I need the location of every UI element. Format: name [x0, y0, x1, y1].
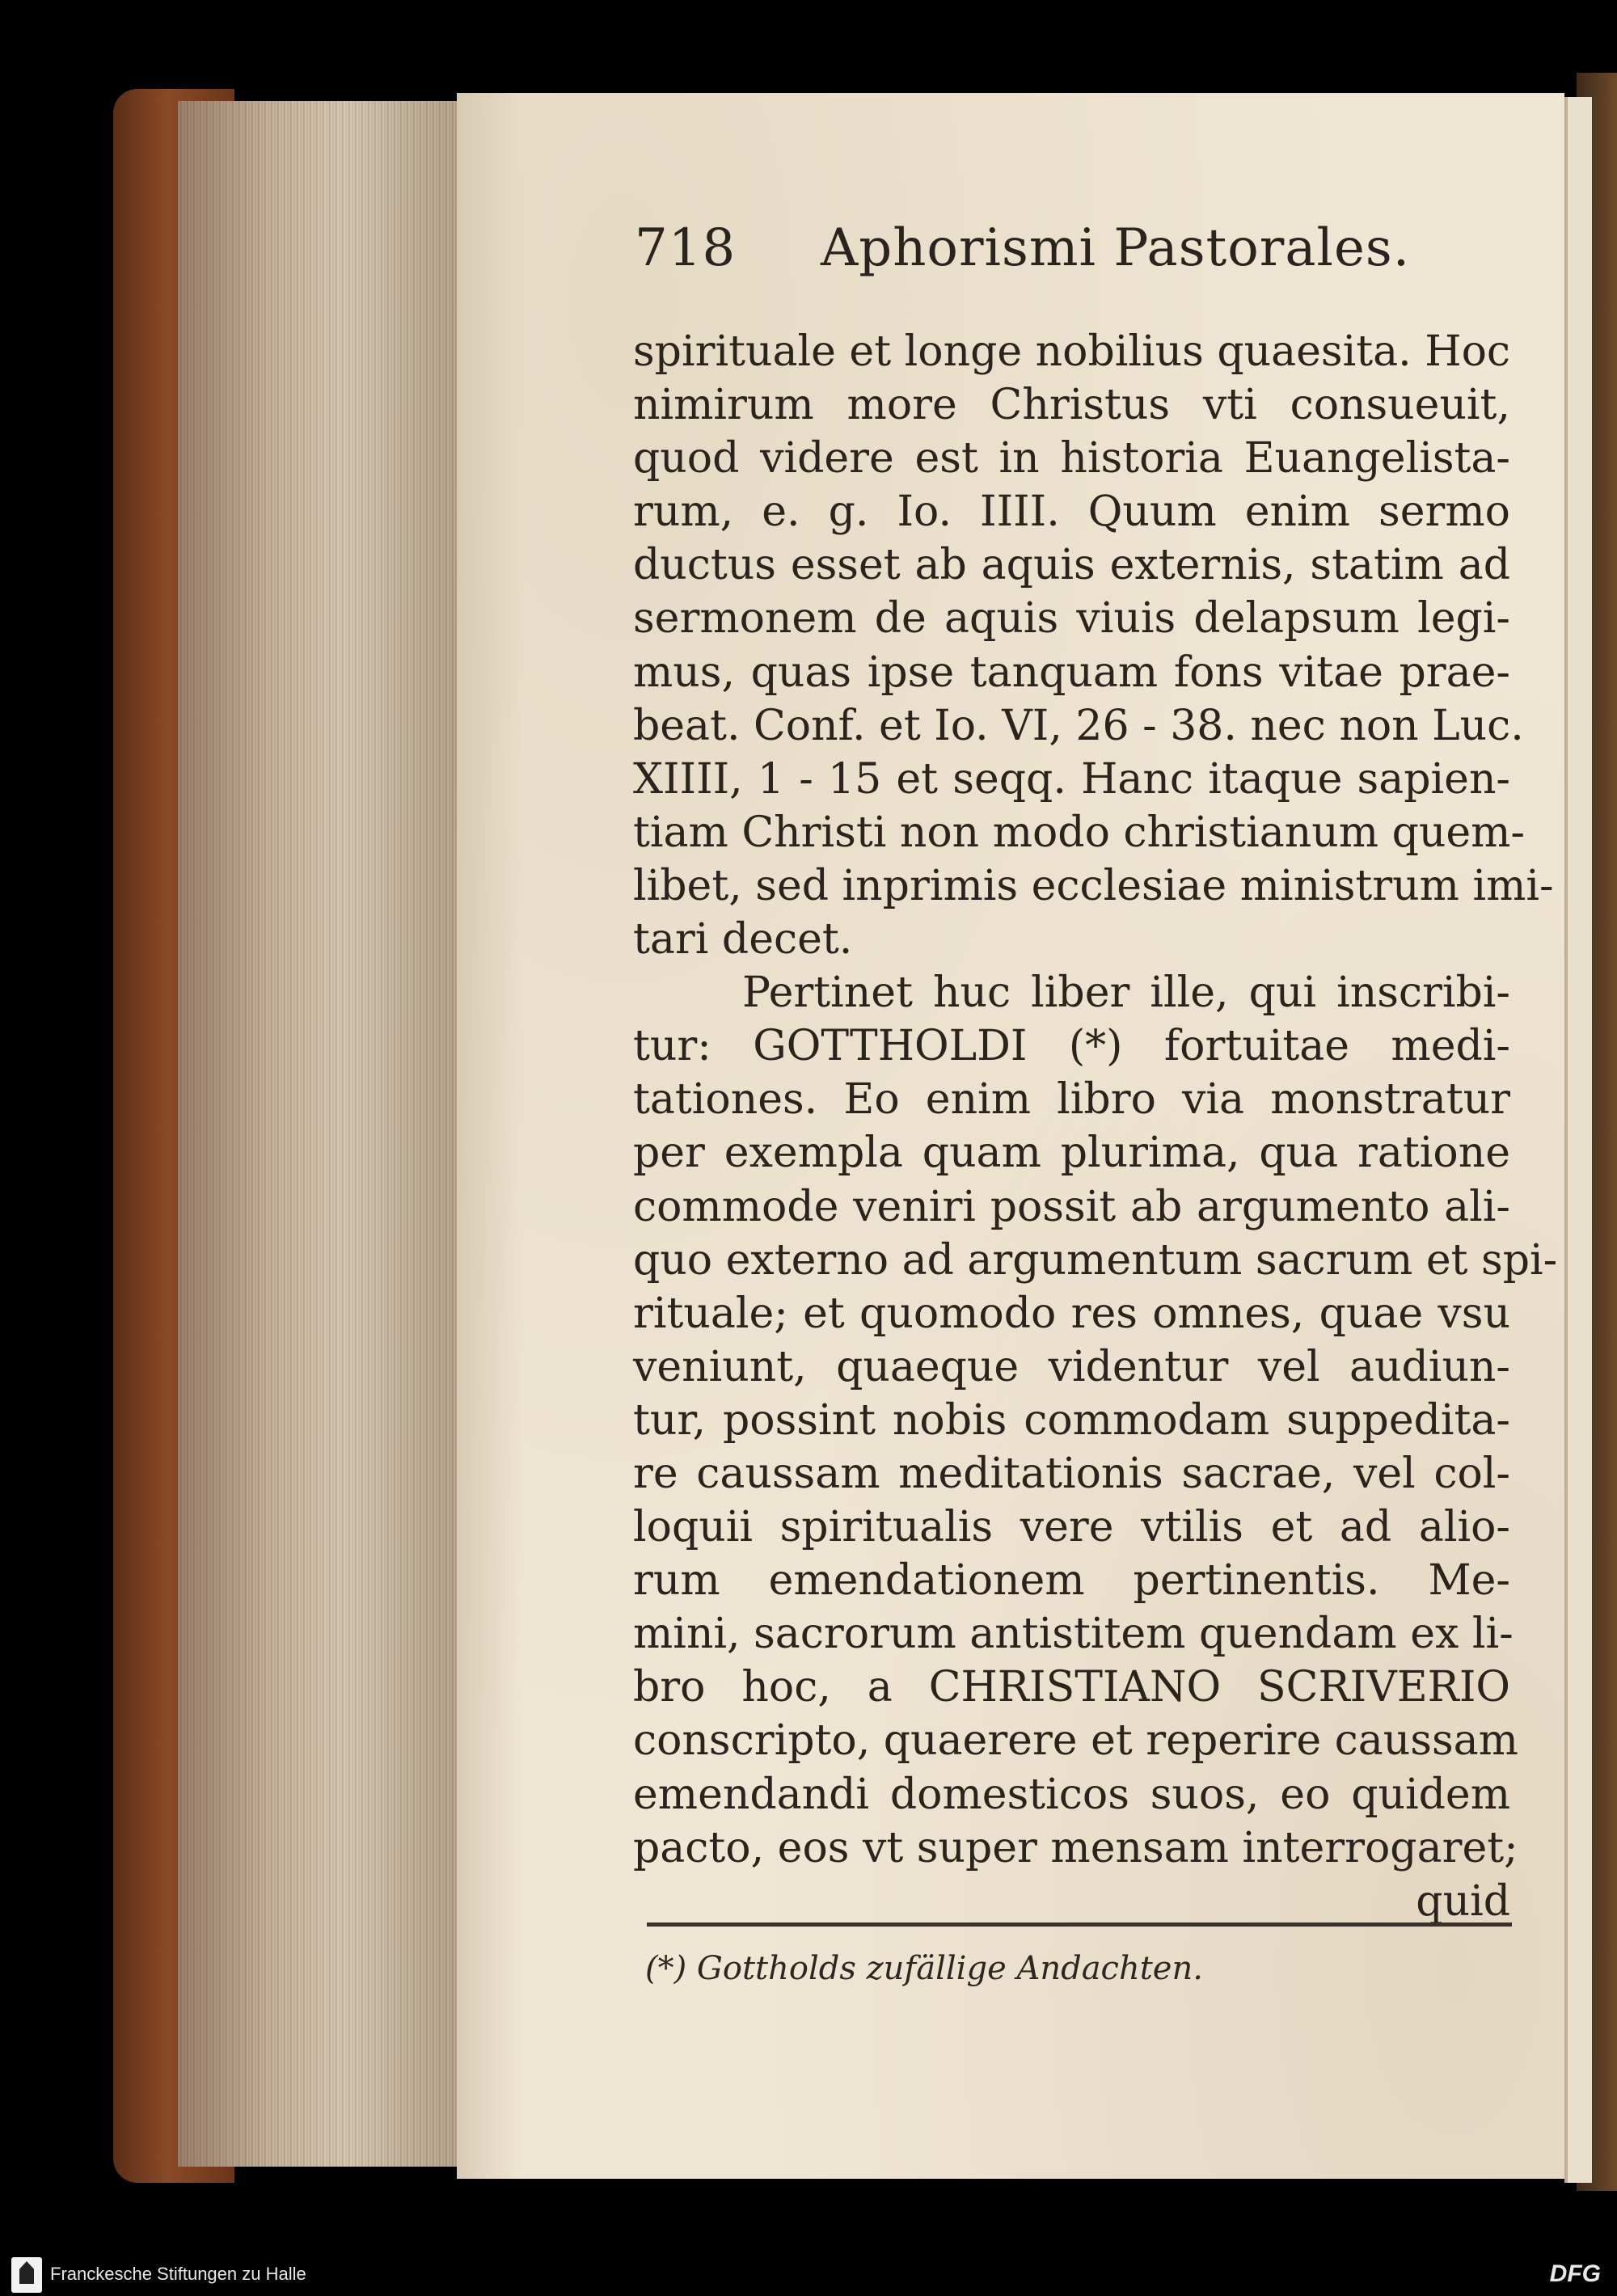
- institution-label: Franckesche Stiftungen zu Halle: [50, 2264, 306, 2284]
- footnote-rule: [647, 1922, 1512, 1927]
- catchword: quid: [1416, 1876, 1510, 1926]
- page-number: 718: [635, 218, 737, 278]
- text-line: mini, sacrorum antistitem quendam ex li-: [633, 1610, 1514, 1659]
- page-edges-shadow: [178, 101, 457, 2167]
- text-line: sermonem de aquis viuis delapsum legi-: [633, 594, 1510, 644]
- body-text: [633, 325, 1558, 1928]
- text-line: XIIII, 1 - 15 et seqq. Hanc itaque sapien-: [633, 754, 1510, 804]
- text-line: beat. Conf. et Io. VI, 26 - 38. nec non Luc.: [633, 701, 1524, 750]
- footnote: (*) Gottholds zufällige Andachten.: [645, 1950, 1203, 1987]
- text-line: nimirum more Christus vti consueuit,: [633, 381, 1510, 430]
- text-line: bro hoc, a CHRISTIANO SCRIVERIO: [633, 1663, 1510, 1712]
- page-header: [635, 218, 1524, 291]
- text-line: tari decet.: [633, 915, 853, 964]
- text-line: tur, possint nobis commodam suppedita-: [633, 1395, 1510, 1445]
- text-line: tationes. Eo enim libro via monstratur: [633, 1075, 1510, 1125]
- facing-page-edge: [1564, 97, 1592, 2183]
- text-line: loquii spiritualis vere vtilis et ad alio-: [633, 1503, 1510, 1552]
- text-line: spirituale et longe nobilius quaesita. Hoc: [633, 327, 1510, 376]
- text-line: tur: GOTTHOLDI (*) fortuitae medi-: [633, 1022, 1510, 1071]
- text-line: libet, sed inprimis ecclesiae ministrum imi-: [633, 861, 1554, 910]
- text-line: tiam Christi non modo christianum quem-: [633, 808, 1525, 857]
- text-line: pacto, eos vt super mensam interrogaret;: [633, 1823, 1518, 1872]
- text-line: Pertinet huc liber ille, qui inscribi-: [742, 969, 1510, 1018]
- text-line: re caussam meditationis sacrae, vel col-: [633, 1449, 1510, 1498]
- text-line: conscripto, quaerere et reperire caussam: [633, 1716, 1518, 1766]
- text-line: commode veniri possit ab argumento ali-: [633, 1182, 1510, 1231]
- text-line: veniunt, quaeque videntur vel audiun-: [633, 1342, 1510, 1391]
- text-line: quod videre est in historia Euangelista-: [633, 434, 1510, 483]
- dfg-logo: DFG: [1549, 2260, 1601, 2287]
- text-line: ductus esset ab aquis externis, statim ad: [633, 541, 1510, 590]
- text-line: mus, quas ipse tanquam fons vitae prae-: [633, 648, 1510, 697]
- text-line: emendandi domesticos suos, eo quidem: [633, 1770, 1510, 1819]
- text-line: per exempla quam plurima, qua ratione: [633, 1129, 1510, 1178]
- text-line: quo externo ad argumentum sacrum et spi-: [633, 1235, 1558, 1285]
- text-line: rum, e. g. Io. IIII. Quum enim sermo: [633, 487, 1510, 537]
- running-head: Aphorismi Pastorales.: [821, 218, 1411, 278]
- text-line: rituale; et quomodo res omnes, quae vsu: [633, 1289, 1510, 1338]
- text-line: rum emendationem pertinentis. Me-: [633, 1556, 1510, 1606]
